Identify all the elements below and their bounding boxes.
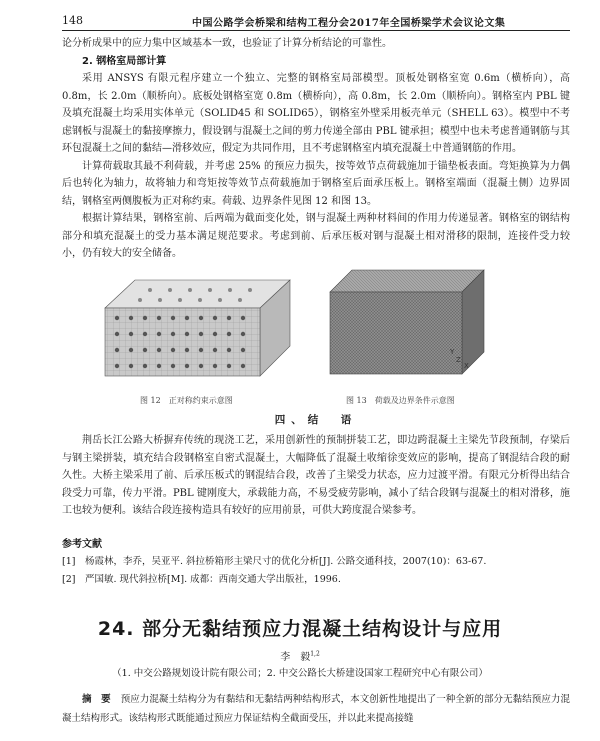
page-number: 148 (62, 14, 83, 27)
para-model: 采用 ANSYS 有限元程序建立一个独立、完整的钢格室局部模型。顶板处钢格室宽 0.6m（横桥向），高 0.8m，长 2.0m（顺桥向）。底板处钢格室宽 0.8m（横桥向），高 0.8m，长 2.0m（顺桥向）。钢格室内 PBL 键及填充混凝土均采用实体单元（SOLID45 和 SOLID65），钢格室外壁采用板壳单元（SHELL 63）。模型中不考虑钢板与混凝土的黏接摩擦力，假设钢与混凝土之间的剪力传递全部由 PBL 键承担；模型中也未考虑普通钢筋与其环包混凝土之间的黏结—滑移效应，假定为共同作用，且不考虑钢格室内填充混凝土中普通钢筋的作用。 (62, 73, 570, 154)
section-heading-conclusion: 四、结 语 (274, 414, 358, 426)
references-heading: 参考文献 (62, 539, 102, 550)
figure-13-caption: 图 13 荷载及边界条件示意图 (346, 396, 455, 405)
figure-12-image (95, 268, 295, 388)
reference-item-2: [2] 严国敏. 现代斜拉桥[M]. 成都：西南交通大学出版社，1996. (62, 574, 341, 585)
conclusion-section (62, 432, 570, 520)
para-load: 计算荷载取其最不利荷载，并考虑 25% 的预应力损失，按等效节点荷载施加于锚垫板表面。弯矩换算为力偶后也转化为轴力，故将轴力和弯矩按等效节点荷载施加于钢格室后面承压板上。钢格室端面（混凝土侧）边界固结，钢格室两侧腹板为正对称约束。荷载、边界条件见图 12 和图 13。 (62, 160, 570, 207)
axis-label-z: Z (456, 356, 461, 364)
top-section (62, 35, 570, 263)
author-name: 李 毅 (280, 652, 311, 663)
figure-12 (95, 268, 295, 388)
para-conclusion: 荆岳长江公路大桥摒弃传统的现浇工艺，采用创新性的预制拼装工艺，即边跨混凝土主梁先节段预制，存梁后与钢主梁拼装，填充结合段钢格室自密式混凝土，大幅降低了混凝土收缩徐变效应的影响，提高了钢混结合段的耐久性。大桥主梁采用了前、后承压板式的钢混结合段，改善了主梁受力状态，应力过渡平滑。有限元分析得出结合段受力可靠，传力平滑。PBL 键刚度大，承载能力高，不易受疲劳影响，减小了结合段钢与混凝土的相对滑移，施工也较为便利。该结合段连接构造具有较好的应用前景，可供大跨度混合梁参考。 (62, 435, 570, 516)
figure-13 (322, 262, 492, 388)
abstract-text: 预应力混凝土结构分为有黏结和无黏结两种结构形式，本文创新性地提出了一种全新的部分无黏结预应力混凝土结构形式。该结构形式既能通过预应力保证结构全截面受压，并以此来提高接缝 (62, 694, 570, 724)
author-line (0, 648, 600, 663)
running-header (62, 12, 570, 30)
para-continue: 论分析成果中的应力集中区域基本一致，也验证了计算分析结论的可靠性。 (62, 38, 392, 49)
author-superscript: 1,2 (310, 650, 320, 658)
para-result: 根据计算结果，钢格室前、后两端为截面变化处，钢与混凝土两种材料间的作用力传递显著。钢格室的钢结构部分和填充混凝土的受力基本满足规范要求。考虑到前、后承压板对钢与混凝土相对滑移的限制，连接件受力较小，仍有较大的安全储备。 (62, 213, 570, 259)
abstract-label: 摘 要 (82, 694, 111, 705)
figure-12-caption: 图 12 正对称约束示意图 (140, 396, 233, 405)
axis-label-x: X (464, 362, 469, 370)
reference-item-1: [1] 杨霞林，李乔，吴亚平. 斜拉桥箱形主梁尺寸的优化分析[J]. 公路交通科技，2007(10)：63-67. (62, 556, 487, 567)
axis-label-y: Y (450, 348, 455, 356)
next-article-title: 24. 部分无黏结预应力混凝土结构设计与应用 (97, 618, 503, 640)
subheading-steel-cell: 2. 钢格室局部计算 (82, 55, 167, 67)
affiliation: （1. 中交公路规划设计院有限公司；2. 中交公路长大桥建设国家工程研究中心有限公司） (112, 668, 488, 679)
running-title: 中国公路学会桥梁和结构工程分会2017年全国桥梁学术会议论文集 (192, 18, 506, 29)
header-rule (62, 30, 570, 31)
abstract (62, 690, 570, 728)
